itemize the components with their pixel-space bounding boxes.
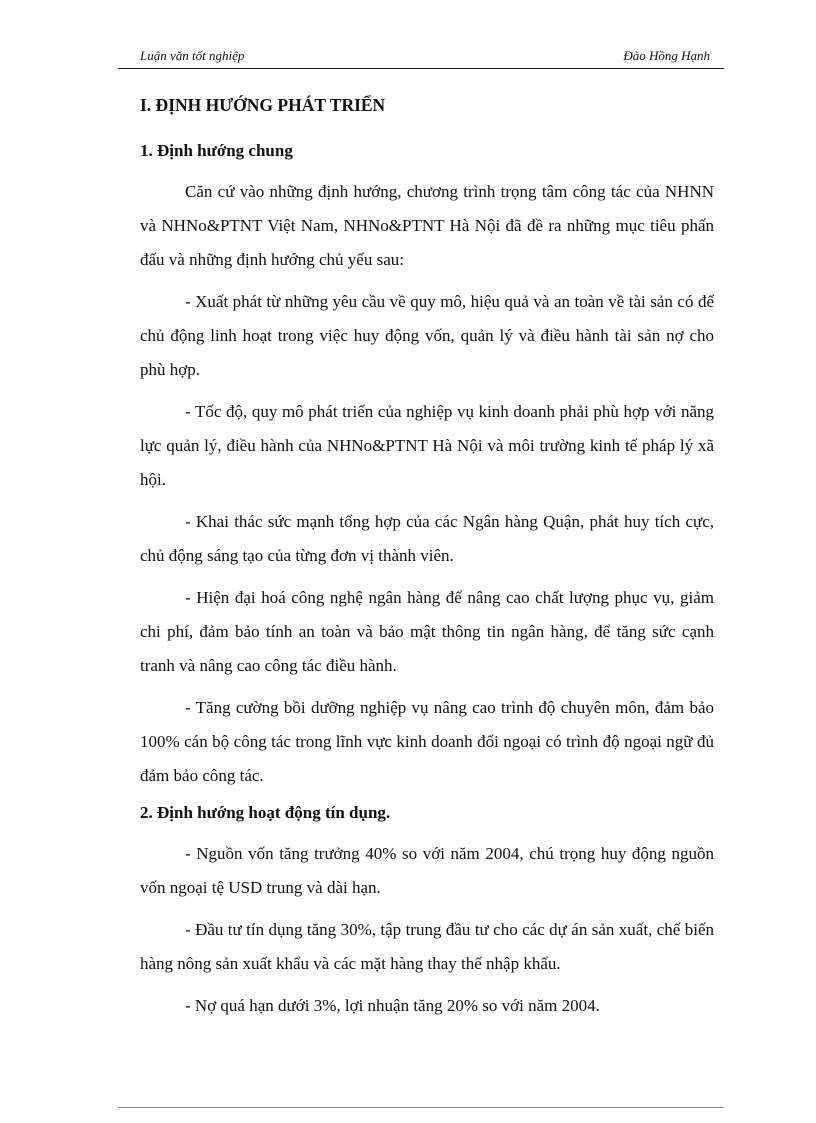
running-header [118,48,724,69]
credit-point-capital: - Nguồn vốn tăng trưởng 40% so với năm 2004, chú trọng huy động nguồn vốn ngoại tệ USD trung và dài hạn. [140,844,714,897]
credit-point-overdue-debt: - Nợ quá hạn dưới 3%, lợi nhuận tăng 20% so với năm 2004. [185,996,600,1015]
general-point-growth-pace: - Tốc độ, quy mô phát triển của nghiệp vụ kinh doanh phải phù hợp với năng lực quản lý, điều hành của NHNo&PTNT Hà Nội và môi trường kinh tế pháp lý xã hội. [140,402,714,489]
general-orientation-heading: 1. Định hướng chung [140,141,293,160]
document-page [118,38,724,1108]
bottom-page-rule [118,1107,724,1108]
section-title: I. ĐỊNH HƯỚNG PHÁT TRIỂN [140,95,386,115]
general-intro-paragraph: Căn cứ vào những định hướng, chương trình trọng tâm công tác của NHNN và NHNo&PTNT Việt Nam, NHNo&PTNT Hà Nội đã đề ra những mục tiêu phấn đấu và những định hướng chủ yếu sau: [140,182,714,269]
general-point-district-banks: - Khai thác sức mạnh tổng hợp của các Ngân hàng Quận, phát huy tích cực, chủ động sáng tạo của từng đơn vị thành viên. [140,512,714,565]
general-point-assets: - Xuất phát từ những yêu cầu về quy mô, hiệu quả và an toàn về tài sản có để chủ động linh hoạt trong việc huy động vốn, quản lý và điều hành tài sản nợ cho phù hợp. [140,292,714,379]
general-point-training: - Tăng cường bồi dưỡng nghiệp vụ nâng cao trình độ chuyên môn, đảm bảo 100% cán bộ công tác trong lĩnh vực kinh doanh đối ngoại có trình độ ngoại ngữ đủ đảm bảo công tác. [140,698,714,785]
credit-point-investment: - Đầu tư tín dụng tăng 30%, tập trung đầu tư cho các dự án sản xuất, chế biến hàng nông sản xuất khẩu và các mặt hàng thay thế nhập khẩu. [140,920,714,973]
general-point-modernization: - Hiện đại hoá công nghệ ngân hàng để nâng cao chất lượng phục vụ, giảm chi phí, đảm bảo tính an toàn và bảo mật thông tin ngân hàng, để tăng sức cạnh tranh và nâng cao công tác điều hành. [140,588,714,675]
document-body [140,93,714,1031]
header-thesis-label: Luận văn tốt nghiệp [140,48,245,63]
header-author-name: Đào Hồng Hạnh [623,48,710,63]
credit-orientation-heading: 2. Định hướng hoạt động tín dụng. [140,803,391,822]
